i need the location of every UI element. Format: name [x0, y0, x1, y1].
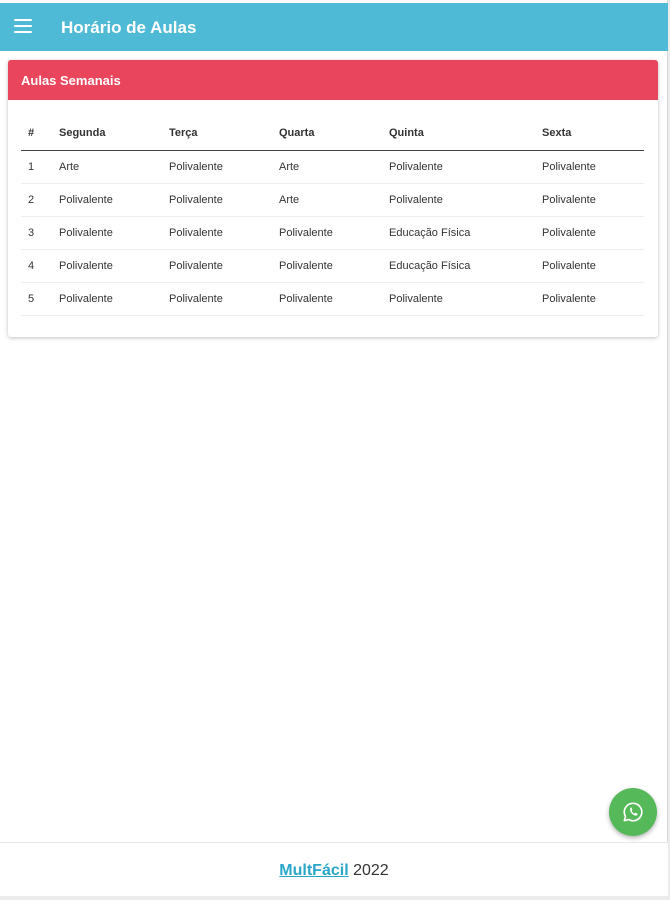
table-cell: Polivalente [52, 249, 162, 282]
weekly-classes-card [8, 60, 658, 337]
table-cell: Polivalente [272, 249, 382, 282]
table-cell: Polivalente [162, 216, 272, 249]
table-cell: Polivalente [535, 183, 644, 216]
card-title: Aulas Semanais [21, 73, 121, 88]
table-cell: Polivalente [382, 150, 535, 183]
table-cell: Polivalente [272, 282, 382, 315]
table-cell: Polivalente [382, 282, 535, 315]
header-thursday: Quinta [382, 117, 535, 150]
schedule-table [21, 117, 644, 316]
table-cell: 4 [21, 249, 52, 282]
header-number: # [21, 117, 52, 150]
footer-year: 2022 [348, 862, 389, 879]
table-cell: 5 [21, 282, 52, 315]
table-cell: 3 [21, 216, 52, 249]
table-cell: 2 [21, 183, 52, 216]
whatsapp-icon [622, 801, 644, 823]
table-cell: Polivalente [535, 216, 644, 249]
table-cell: Polivalente [52, 282, 162, 315]
multfacil-link[interactable]: MultFácil [279, 862, 349, 879]
table-cell: Arte [52, 150, 162, 183]
footer [0, 842, 668, 896]
table-cell: 1 [21, 150, 52, 183]
table-cell: Polivalente [162, 150, 272, 183]
table-row [21, 282, 644, 315]
table-header-row [21, 117, 644, 150]
table-cell: Arte [272, 183, 382, 216]
table-cell: Polivalente [162, 282, 272, 315]
header-tuesday: Terça [162, 117, 272, 150]
table-cell: Polivalente [162, 249, 272, 282]
card-header [8, 60, 658, 100]
table-cell: Arte [272, 150, 382, 183]
table-cell: Polivalente [162, 183, 272, 216]
whatsapp-button[interactable] [609, 788, 657, 836]
header-wednesday: Quarta [272, 117, 382, 150]
table-row [21, 150, 644, 183]
table-row [21, 216, 644, 249]
app-title: Horário de Aulas [61, 18, 197, 37]
table-row [21, 183, 644, 216]
table-cell: Polivalente [535, 282, 644, 315]
table-cell: Educação Física [382, 249, 535, 282]
table-cell: Polivalente [272, 216, 382, 249]
table-cell: Polivalente [535, 249, 644, 282]
app-bar [0, 3, 668, 51]
hamburger-menu-icon[interactable] [14, 19, 32, 33]
table-cell: Educação Física [382, 216, 535, 249]
table-cell: Polivalente [535, 150, 644, 183]
table-row [21, 249, 644, 282]
header-monday: Segunda [52, 117, 162, 150]
table-cell: Polivalente [52, 216, 162, 249]
footer-text [0, 862, 668, 880]
table-cell: Polivalente [52, 183, 162, 216]
table-cell: Polivalente [382, 183, 535, 216]
header-friday: Sexta [535, 117, 644, 150]
